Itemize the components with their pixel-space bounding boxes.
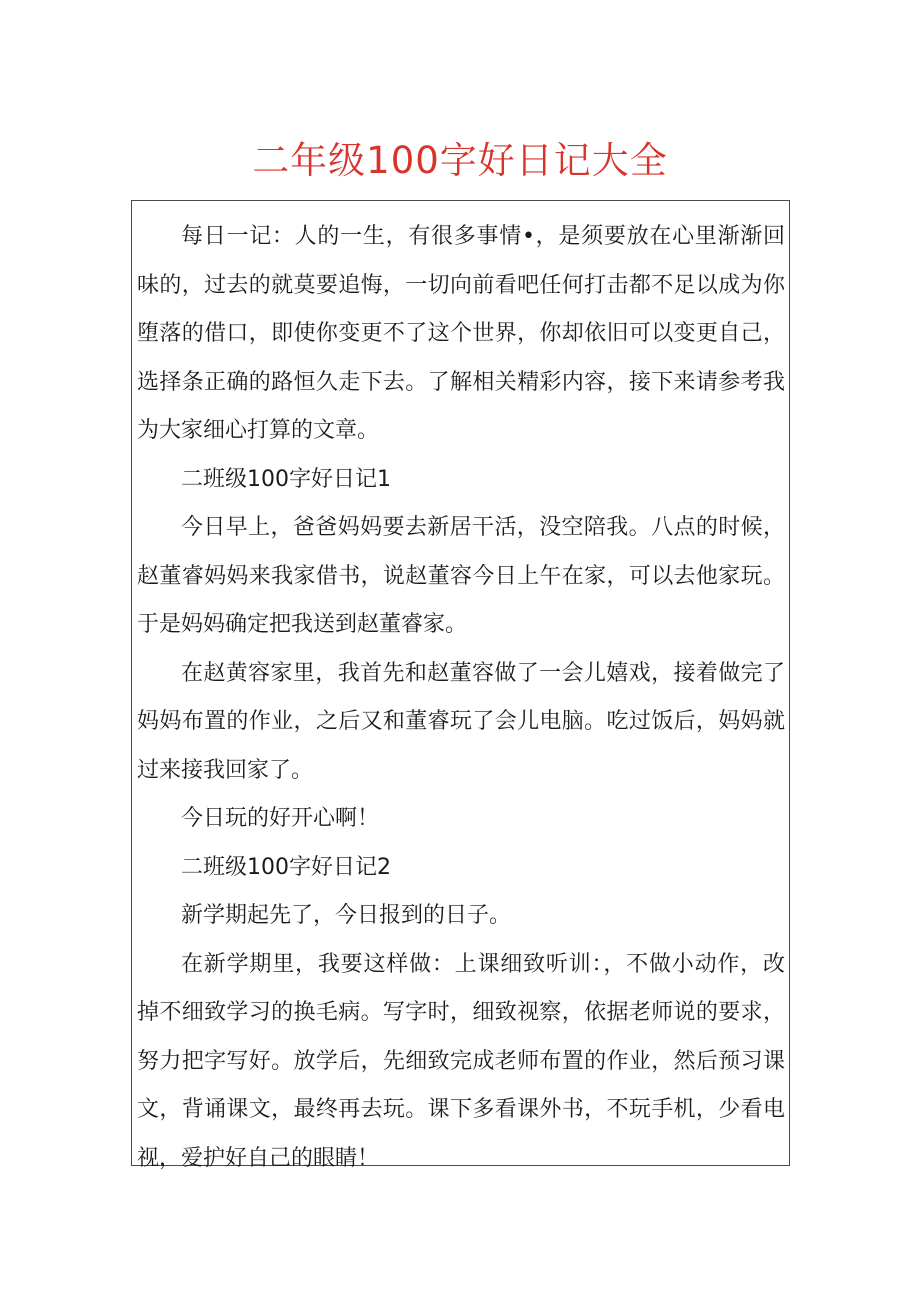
diary-2-paragraph-1: 新学期起先了，今日报到的日子。: [181, 903, 512, 928]
diary-2-paragraph-2: 在新学期里，我要这样做：上课细致听训：，不做小动作，改掉不细致学习的换毛病。写字时，细致视察，依据老师说的要求，努力把字写好。放学后，先细致完成老师布置的作业，然后预习课文，背诵课文，最终再去玩。课下多看课外书，不玩手机，少看电视，爱护好自己的眼睛！: [137, 951, 785, 1171]
intro-paragraph: 每日一记：人的一生，有很多事情•，是须要放在心里渐渐回味的，过去的就莫要追悔，一切向前看吧任何打击都不足以成为你堕落的借口，即使你变更不了这个世界，你却依旧可以变更自己，选择条正确的路恒久走下去。了解相关精彩内容，接下来请参考我为大家细心打算的文章。: [137, 224, 785, 443]
diary-1-paragraph-1: 今日早上，爸爸妈妈要去新居干活，没空陪我。八点的时候，赵董睿妈妈来我家借书，说赵董容今日上午在家，可以去他家玩。于是妈妈确定把我送到赵董睿家。: [137, 515, 785, 637]
content-box: [131, 200, 790, 1171]
diary-1-paragraph-3: 今日玩的好开心啊！: [181, 806, 380, 831]
document-title: 二年级100字好日记大全: [252, 139, 668, 182]
section-heading-2: 二班级100字好日记2: [181, 854, 391, 880]
diary-1-paragraph-2: 在赵黄容家里，我首先和赵董容做了一会儿嬉戏，接着做完了妈妈布置的作业，之后又和董睿玩了会儿电脑。吃过饭后，妈妈就过来接我回家了。: [137, 660, 785, 783]
section-heading-1: 二班级100字好日记1: [181, 466, 391, 492]
